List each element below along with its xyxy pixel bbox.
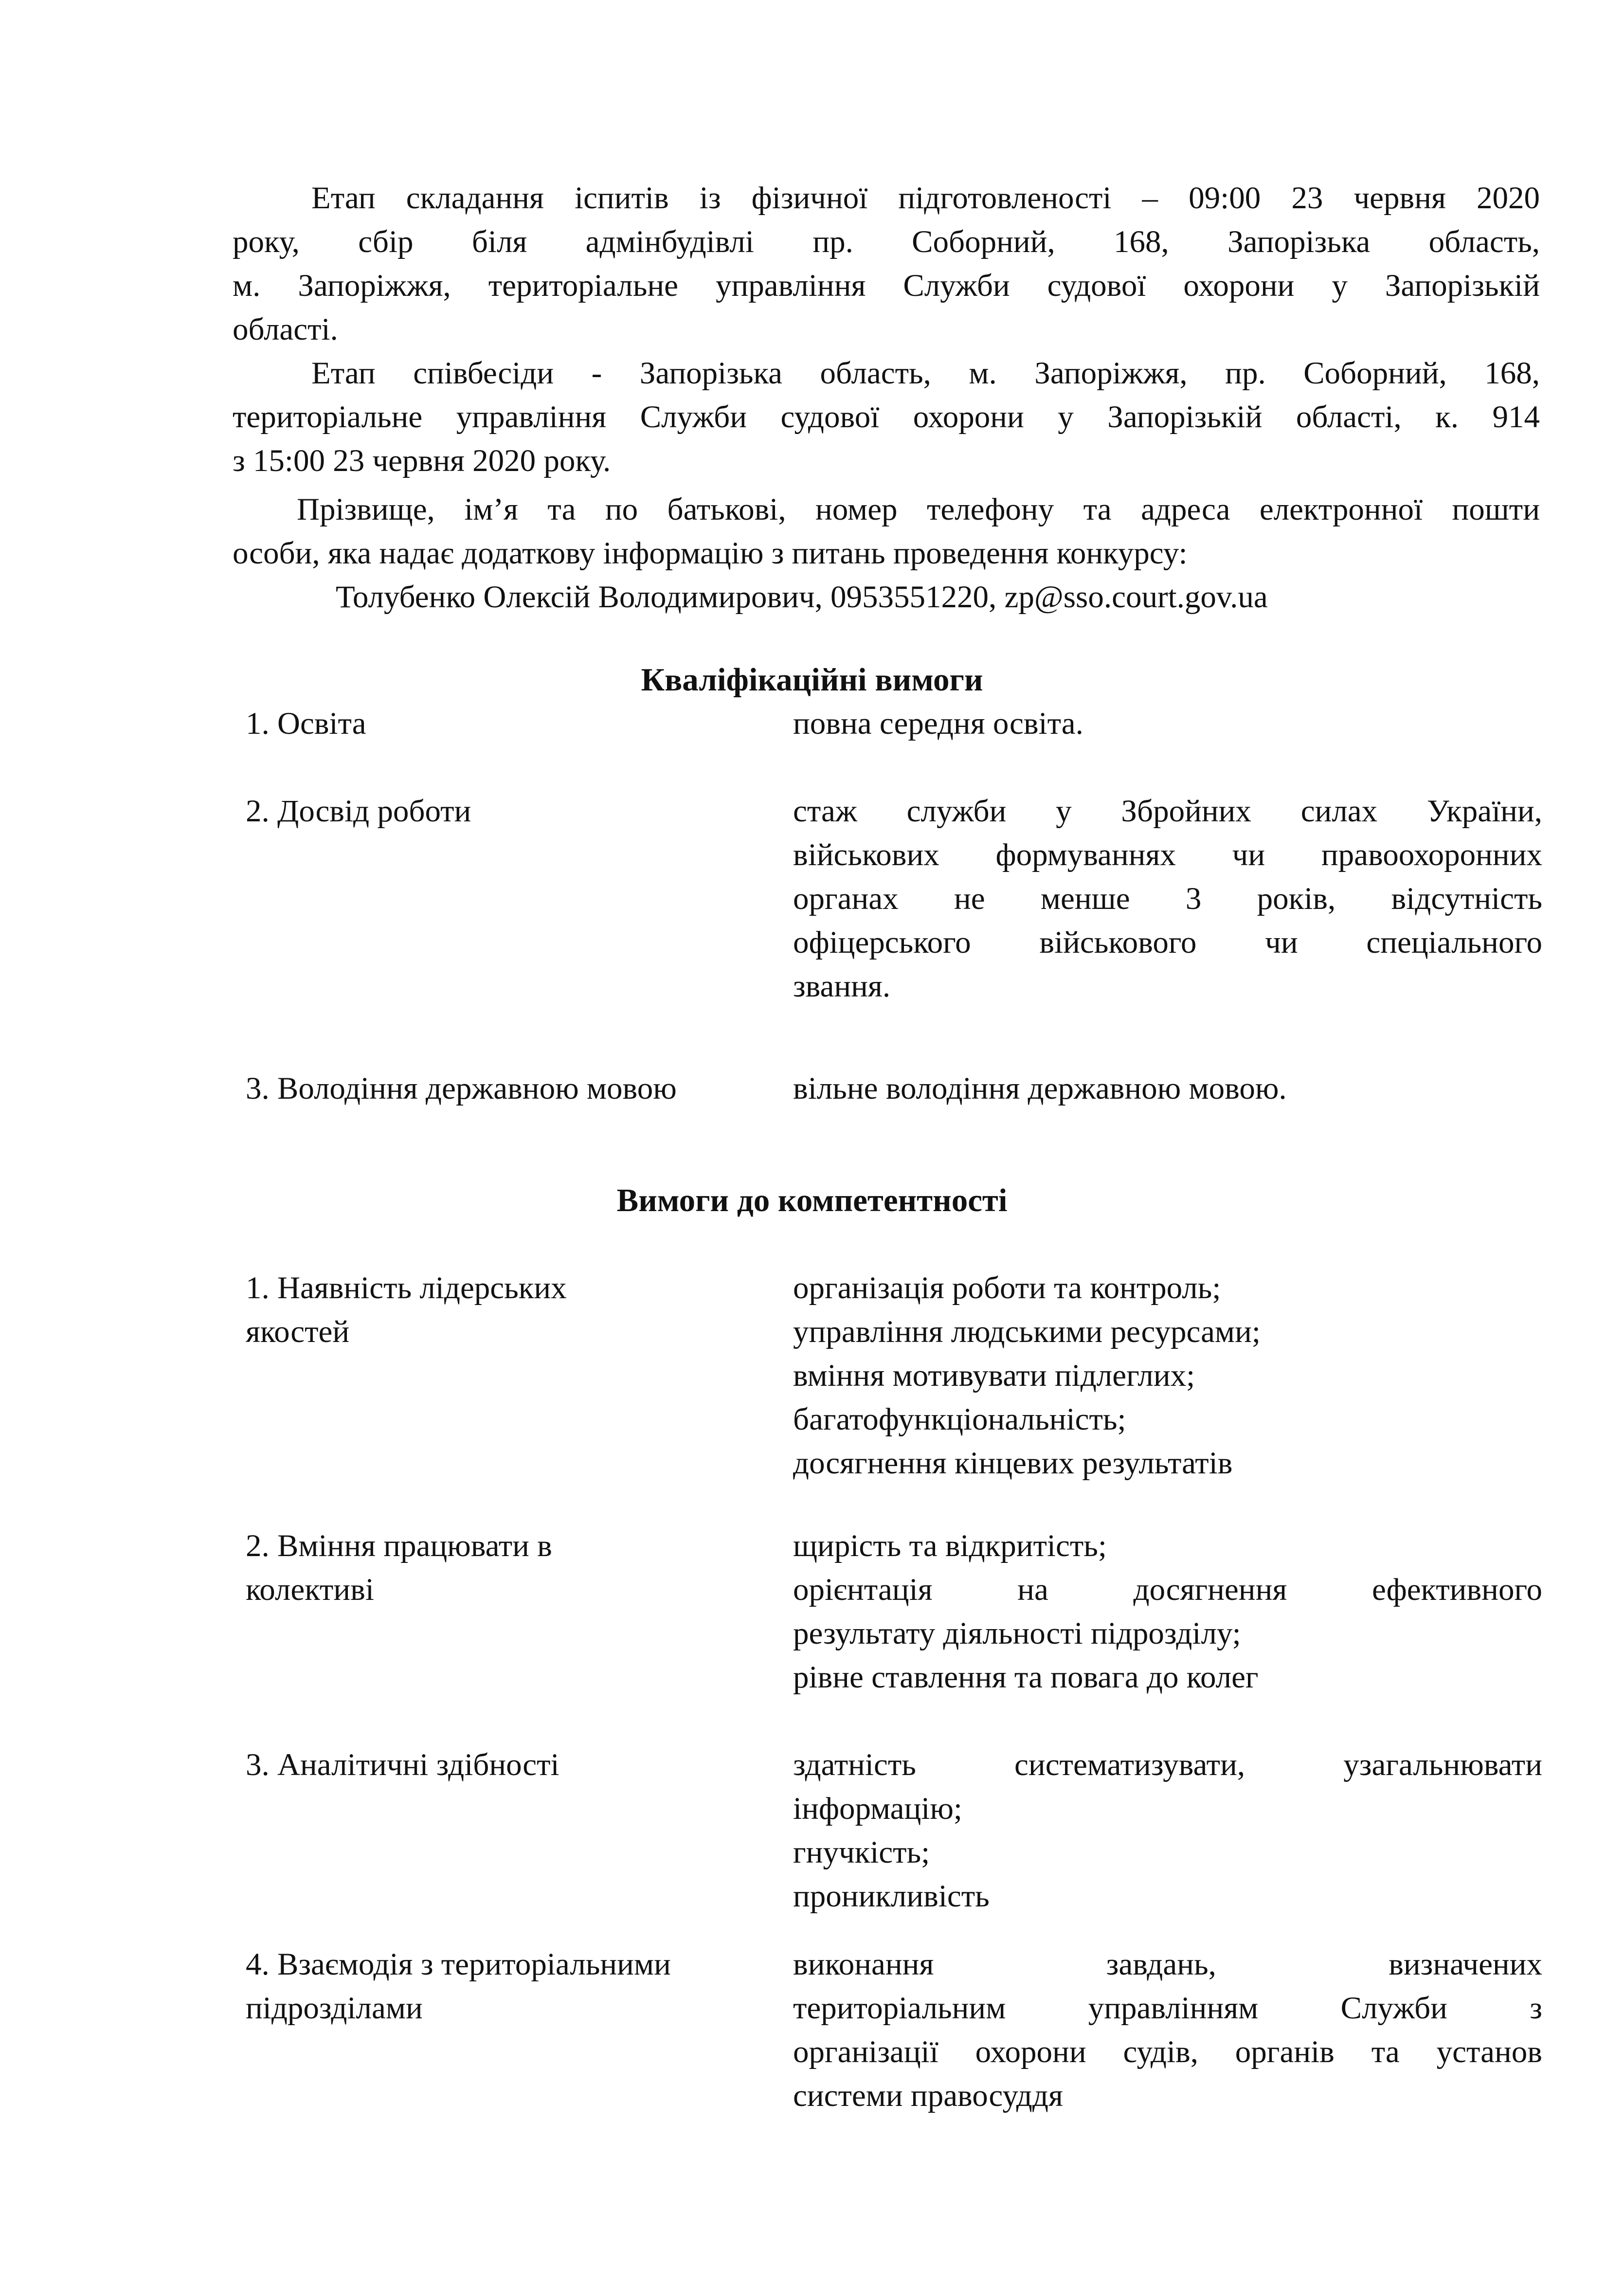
competency-value: системи правосуддя xyxy=(793,2078,1063,2113)
intro-p1-line-2: року, сбір біля адмінбудівлі пр. Соборний, 168, Запорізька область, xyxy=(233,224,1540,259)
competency-value: вміння мотивувати підлеглих; xyxy=(793,1358,1195,1393)
contact-line: Толубенко Олексій Володимирович, 0953551220, zp@sso.court.gov.ua xyxy=(336,580,1268,615)
competency-value: гнучкість; xyxy=(793,1835,930,1870)
competency-value: здатність систематизувати, узагальнювати xyxy=(793,1747,1542,1782)
qualification-value: звання. xyxy=(793,969,891,1004)
qualifications-title: Кваліфікаційні вимоги xyxy=(641,662,983,698)
qualification-label: 3. Володіння державною мовою xyxy=(246,1071,677,1106)
qualification-label: 1. Освіта xyxy=(246,706,366,741)
competency-value: досягнення кінцевих результатів xyxy=(793,1446,1233,1481)
competency-label: якостей xyxy=(246,1314,350,1349)
intro-p3-line-1: Прізвище, ім’я та по батькові, номер телефону та адреса електронної пошти xyxy=(297,492,1540,527)
competency-value: територіальним управлінням Служби з xyxy=(793,1991,1542,2026)
qualification-value: повна середня освіта. xyxy=(793,706,1083,741)
competency-value: організації охорони судів, органів та установ xyxy=(793,2034,1542,2069)
competency-label: 1. Наявність лідерських xyxy=(246,1270,567,1306)
competency-label: колективі xyxy=(246,1572,374,1607)
qualification-value: стаж служби у Збройних силах України, xyxy=(793,794,1542,829)
competency-label: 2. Вміння працювати в xyxy=(246,1528,552,1563)
competency-label: підрозділами xyxy=(246,1991,423,2026)
competency-value: виконання завдань, визначених xyxy=(793,1947,1542,1982)
competency-value: багатофункціональність; xyxy=(793,1402,1126,1437)
competency-value: інформацію; xyxy=(793,1791,962,1826)
qualification-value: офіцерського військового чи спеціального xyxy=(793,925,1542,960)
qualification-value: органах не менше 3 років, відсутність xyxy=(793,881,1542,916)
intro-p1-line-4: області. xyxy=(233,312,338,347)
intro-p2-line-2: територіальне управління Служби судової охорони у Запорізькій області, к. 914 xyxy=(233,399,1540,435)
competencies-title: Вимоги до компетентності xyxy=(616,1182,1008,1218)
competency-value: організація роботи та контроль; xyxy=(793,1270,1221,1306)
intro-p2-line-1: Етап співбесіди - Запорізька область, м. Запоріжжя, пр. Соборний, 168, xyxy=(311,356,1540,391)
competency-value: управління людськими ресурсами; xyxy=(793,1314,1261,1349)
competency-value: орієнтація на досягнення ефективного xyxy=(793,1572,1542,1607)
competency-value: щирість та відкритість; xyxy=(793,1528,1107,1563)
intro-p1-line-1: Етап складання іспитів із фізичної підготовленості – 09:00 23 червня 2020 xyxy=(311,181,1540,216)
competency-value: рівне ставлення та повага до колег xyxy=(793,1660,1259,1695)
qualification-label: 2. Досвід роботи xyxy=(246,794,471,829)
intro-p1-line-3: м. Запоріжжя, територіальне управління Служби судової охорони у Запорізькій xyxy=(233,268,1540,303)
competency-label: 4. Взаємодія з територіальними xyxy=(246,1947,671,1982)
intro-p2-line-3: з 15:00 23 червня 2020 року. xyxy=(233,443,611,478)
qualification-value: вільне володіння державною мовою. xyxy=(793,1071,1287,1106)
qualification-value: військових формуваннях чи правоохоронних xyxy=(793,837,1542,872)
competency-value: проникливість xyxy=(793,1879,990,1914)
intro-p3-line-2: особи, яка надає додаткову інформацію з питань проведення конкурсу: xyxy=(233,536,1188,571)
competency-value: результату діяльності підрозділу; xyxy=(793,1616,1241,1651)
competency-label: 3. Аналітичні здібності xyxy=(246,1747,559,1782)
